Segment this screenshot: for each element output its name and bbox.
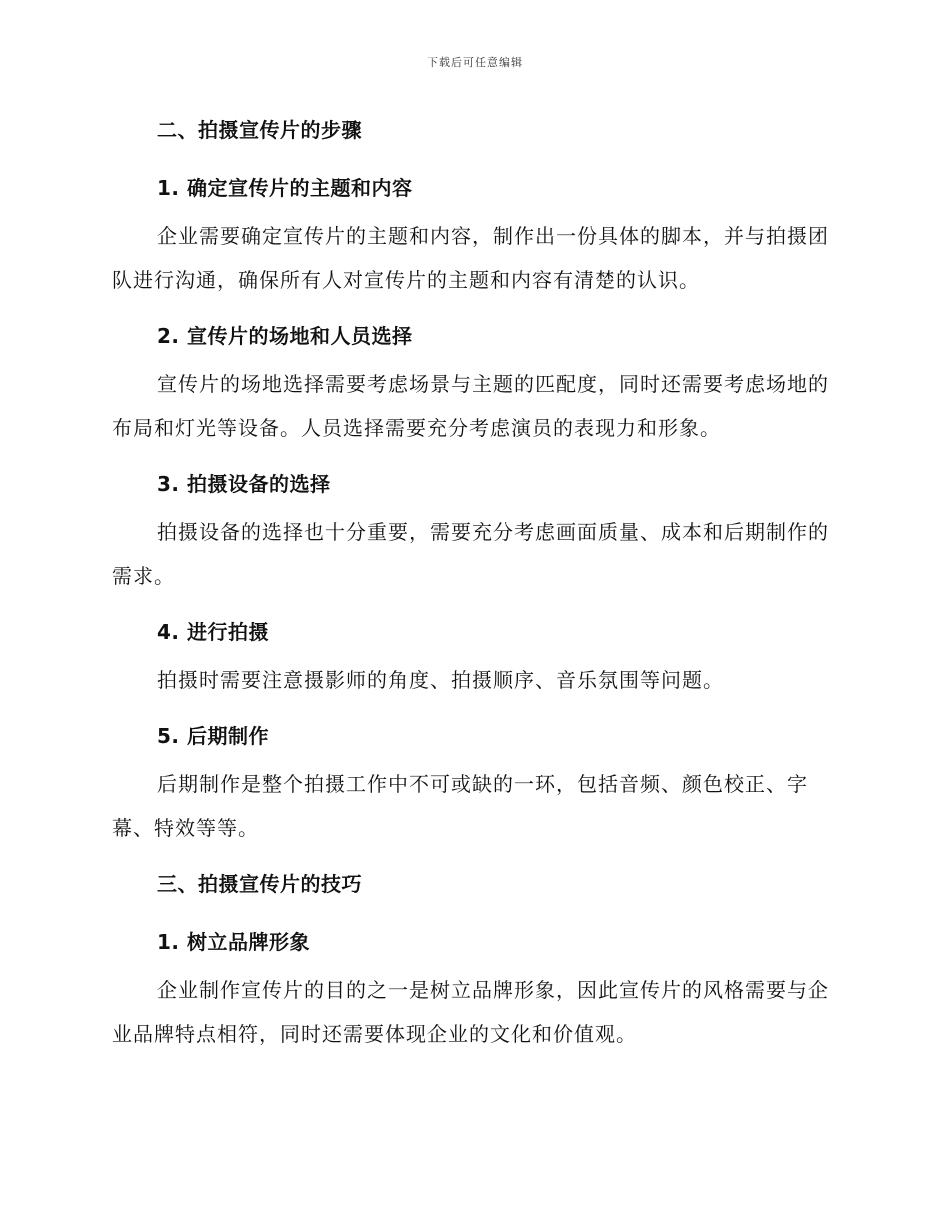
- paragraph-2-5: 后期制作是整个拍摄工作中不可或缺的一环，包括音频、颜色校正、字幕、特效等等。: [112, 772, 808, 840]
- paragraph-2-3: 拍摄设备的选择也十分重要，需要充分考虑画面质量、成本和后期制作的需求。: [112, 520, 829, 588]
- subheading-2-5: 5. 后期制作: [157, 724, 269, 748]
- header-note: 下载后可任意编辑: [427, 56, 523, 69]
- document-body: [112, 112, 832, 1056]
- subheading-2-2: 2. 宣传片的场地和人员选择: [157, 324, 413, 348]
- subheading-3-1: 1. 树立品牌形象: [157, 930, 310, 954]
- section-heading-2: 二、拍摄宣传片的步骤: [157, 118, 362, 142]
- subheading-2-1: 1. 确定宣传片的主题和内容: [157, 176, 413, 200]
- subheading-2-3: 3. 拍摄设备的选择: [157, 472, 331, 496]
- subheading-2-4: 4. 进行拍摄: [157, 620, 269, 644]
- paragraph-2-4: 拍摄时需要注意摄影师的角度、拍摄顺序、音乐氛围等问题。: [157, 668, 724, 692]
- paragraph-2-2: 宣传片的场地选择需要考虑场景与主题的匹配度，同时还需要考虑场地的布局和灯光等设备。人员选择需要充分考虑演员的表现力和形象。: [112, 372, 829, 440]
- paragraph-3-1: 企业制作宣传片的目的之一是树立品牌形象，因此宣传片的风格需要与企业品牌特点相符，同时还需要体现企业的文化和价值观。: [112, 978, 829, 1046]
- paragraph-2-1: 企业需要确定宣传片的主题和内容，制作出一份具体的脚本，并与拍摄团队进行沟通，确保所有人对宣传片的主题和内容有清楚的认识。: [112, 224, 829, 292]
- section-heading-3: 三、拍摄宣传片的技巧: [157, 872, 362, 896]
